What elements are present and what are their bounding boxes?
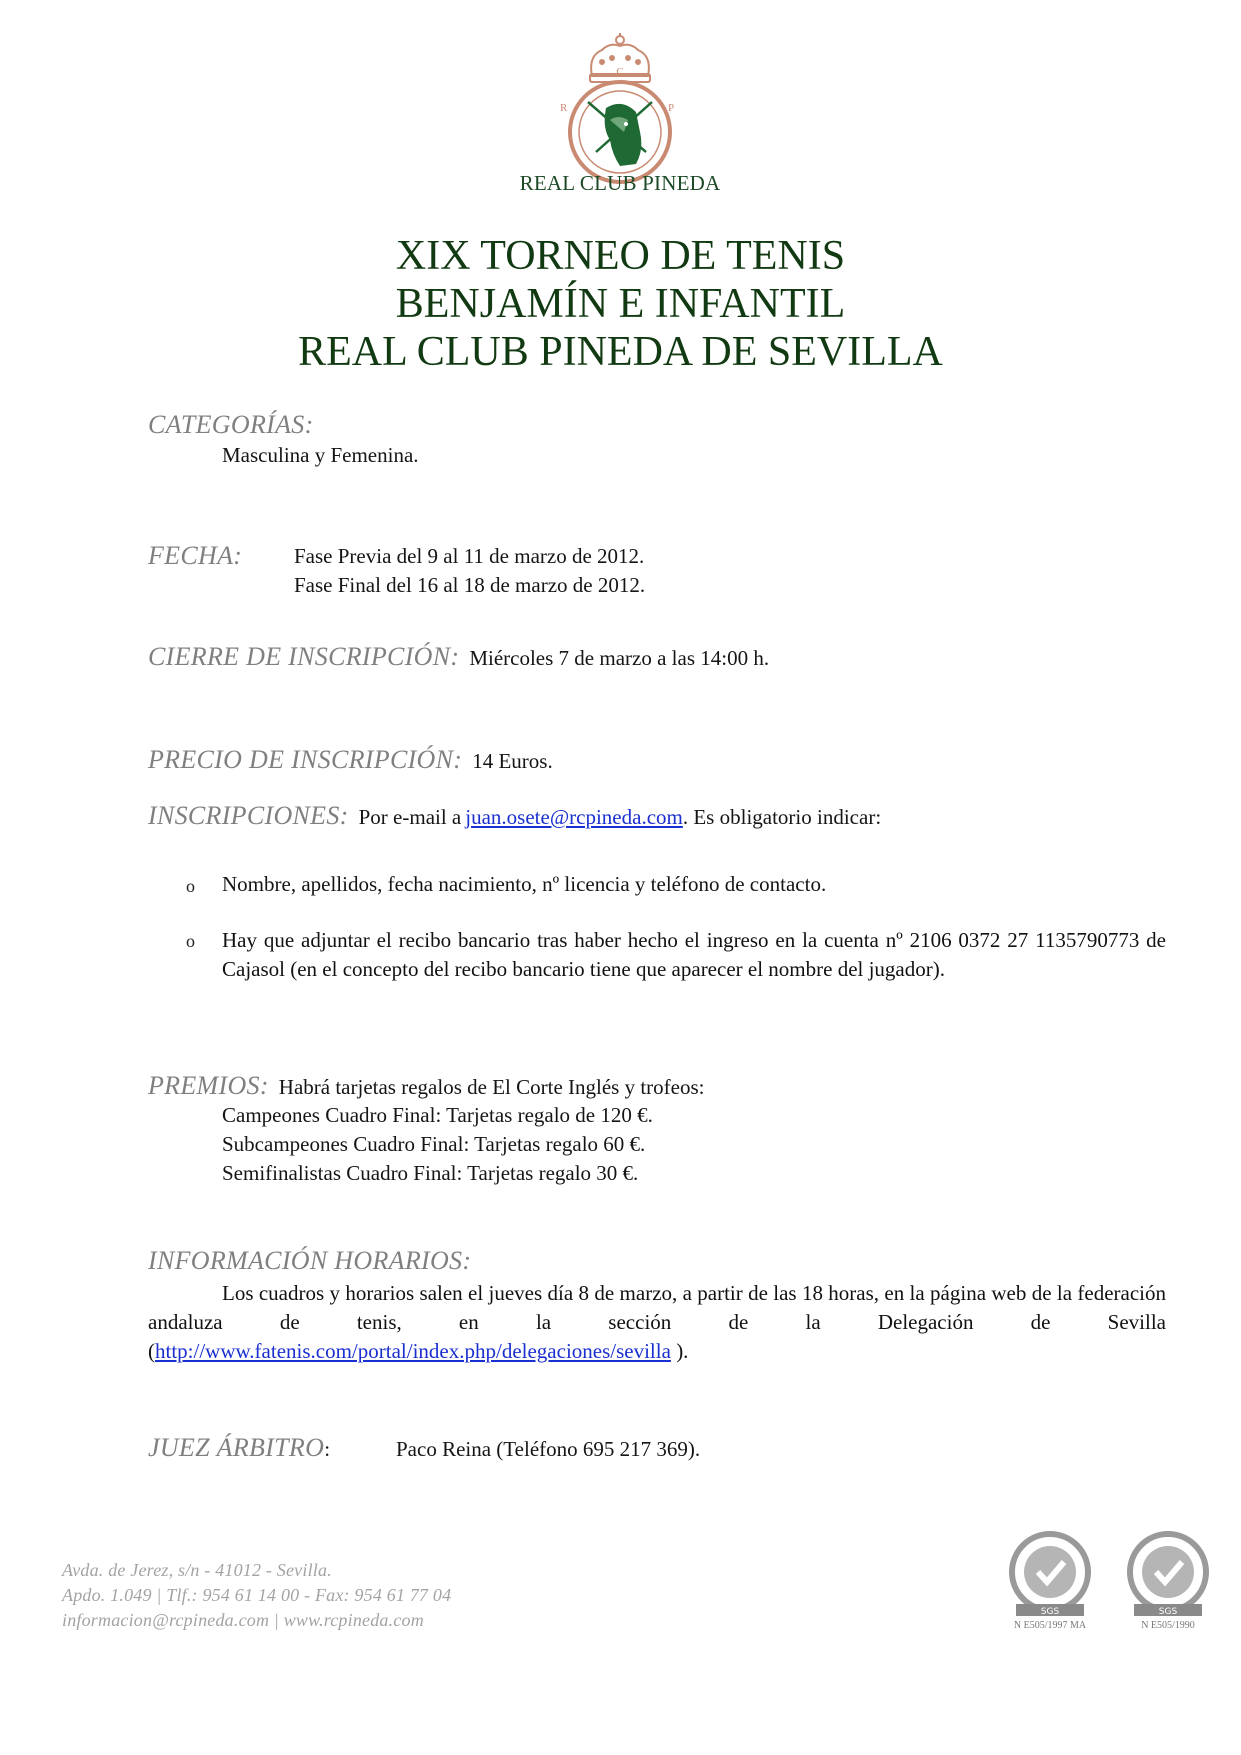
premios-label: PREMIOS:	[148, 1071, 269, 1100]
juez-colon: :	[324, 1437, 331, 1461]
inscripciones-prefix: Por e-mail a	[358, 805, 462, 829]
fecha-label: FECHA:	[148, 541, 243, 570]
inscripciones-row	[148, 801, 881, 831]
footer-web: informacion@rcpineda.com | www.rcpineda.com	[62, 1610, 424, 1630]
cierre-label: CIERRE DE INSCRIPCIÓN:	[148, 642, 460, 671]
inscripciones-label: INSCRIPCIONES:	[148, 801, 349, 830]
logo-letter-r: R	[560, 102, 568, 114]
juez-label	[148, 1433, 330, 1463]
inscripciones-item-2: Hay que adjuntar el recibo bancario tras haber hecho el ingreso en la cuenta nº 2106 0372 27 1135790773 de Cajasol (en el concepto del recibo bancario tiene que aparecer el nombre del jugador).	[222, 928, 1166, 981]
inscripciones-suffix: . Es obligatorio indicar:	[682, 805, 882, 829]
bullet-icon: o	[186, 931, 195, 951]
footer-address: Avda. de Jerez, s/n - 41012 - Sevilla.	[62, 1560, 332, 1580]
svg-text:SGS: SGS	[1040, 1607, 1060, 1617]
horarios-body: Los cuadros y horarios salen el jueves día 8 de marzo, a partir de las 18 horas, en la página web de la federación andaluza de tenis, en la sección de la Delegación de Sevilla	[148, 1281, 1166, 1334]
premios-line-2: Subcampeones Cuadro Final: Tarjetas regalo 60 €.	[222, 1132, 646, 1156]
cert-code-1: N E505/1997 MA	[1013, 1620, 1087, 1631]
footer-phones: Apdo. 1.049 | Tlf.: 954 61 14 00 - Fax: 954 61 77 04	[62, 1585, 452, 1605]
horarios-text	[148, 1279, 1166, 1366]
horarios-close-paren: ).	[670, 1339, 689, 1363]
premios-line-1: Campeones Cuadro Final: Tarjetas regalo de 120 €.	[222, 1103, 653, 1127]
club-name: REAL CLUB PINEDA	[519, 171, 721, 195]
premios-line-3: Semifinalistas Cuadro Final: Tarjetas regalo 30 €.	[222, 1161, 639, 1185]
inscripciones-email-link[interactable]: juan.osete@rcpineda.com	[465, 805, 683, 829]
svg-text:SGS: SGS	[1158, 1607, 1178, 1617]
logo-letter-p: P	[668, 102, 675, 114]
categorias-label: CATEGORÍAS:	[148, 410, 314, 439]
premios-intro: Habrá tarjetas regalos de El Corte Inglés y trofeos:	[278, 1075, 705, 1099]
inscripciones-item-1: Nombre, apellidos, fecha nacimiento, nº licencia y teléfono de contacto.	[222, 872, 827, 896]
categorias-value: Masculina y Femenina.	[222, 443, 419, 467]
horarios-open-paren: (	[148, 1339, 155, 1363]
fecha-line-2: Fase Final del 16 al 18 de marzo de 2012.	[294, 573, 646, 597]
fecha-line-1: Fase Previa del 9 al 11 de marzo de 2012.	[294, 544, 645, 568]
fatenis-link[interactable]: http://www.fatenis.com/portal/index.php/delegaciones/sevilla	[155, 1339, 671, 1363]
precio-value: 14 Euros.	[472, 749, 553, 773]
premios-row	[148, 1071, 704, 1101]
cierre-row	[148, 642, 769, 672]
juez-label-text: JUEZ ÁRBITRO	[148, 1433, 325, 1462]
juez-value: Paco Reina (Teléfono 695 217 369).	[396, 1437, 701, 1461]
cierre-value: Miércoles 7 de marzo a las 14:00 h.	[469, 646, 770, 670]
precio-label: PRECIO DE INSCRIPCIÓN:	[148, 745, 463, 774]
bullet-icon: o	[186, 876, 195, 896]
logo-letter-c: C	[616, 66, 624, 78]
horarios-label: INFORMACIÓN HORARIOS:	[148, 1246, 472, 1275]
cert-code-2: N E505/1990	[1141, 1620, 1195, 1631]
title-line-2: BENJAMÍN E INFANTIL	[395, 281, 846, 327]
title-line-1: XIX TORNEO DE TENIS	[395, 233, 846, 279]
precio-row	[148, 745, 553, 775]
title-line-3: REAL CLUB PINEDA DE SEVILLA	[298, 329, 943, 375]
